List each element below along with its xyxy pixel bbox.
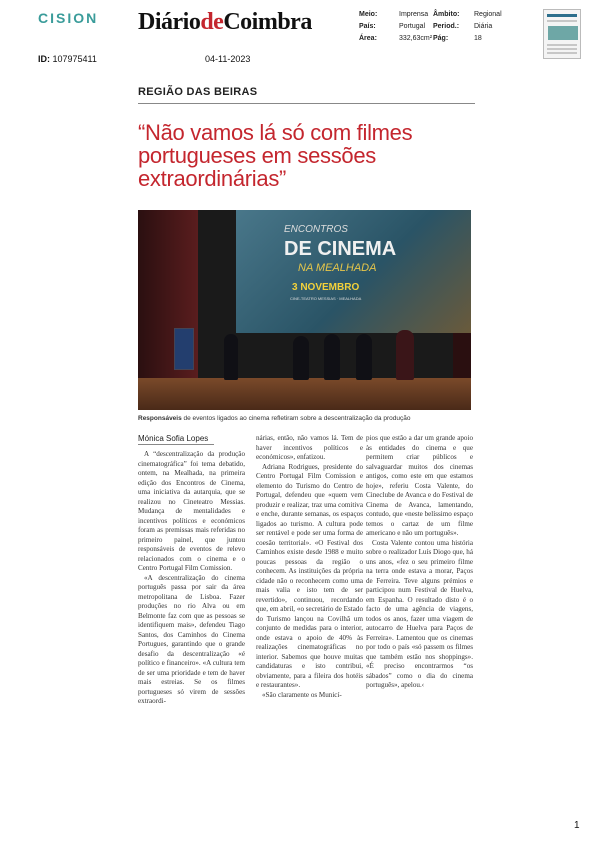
pag-label: Pág: — [433, 35, 449, 42]
photo-person — [293, 336, 309, 380]
screen-text-cinema: DE CINEMA — [284, 238, 397, 260]
masthead-diario: Diário — [138, 9, 201, 35]
article-paragraph: «A descentralização do cinema português passa por sair da área metropolitana de Lisboa. Fazer produções no rio Alva ou em Belmonte faz com que as pessoas se identifiquem mais», defendeu Tiago Santos, dos Caminhos do Cinema Portugues, garantindo que o grande desafio da descentralização «é político e financeiro». «A cultura tem de ser uma prioridade e tem de haver mais estreias. Se os filmes portugueses só virem de sessões extraordi- — [138, 573, 245, 705]
caption-bold: Responsáveis — [138, 415, 182, 422]
period-value: Diária — [474, 23, 493, 30]
clipping-meta-left — [359, 9, 432, 45]
cision-logo: CISION — [38, 10, 99, 26]
article-photo — [138, 210, 471, 410]
masthead-de: de — [200, 9, 224, 35]
author-byline: Mónica Sofia Lopes — [138, 434, 209, 443]
id-value: 107975411 — [52, 54, 97, 64]
id-label: ID: — [38, 54, 50, 64]
clipping-date: 04-11-2023 — [205, 54, 251, 64]
article-paragraph: «São claramente os Municí- — [262, 690, 342, 699]
pais-value: Portugal — [399, 23, 426, 30]
byline-divider — [138, 444, 214, 445]
meio-label: Meio: — [359, 11, 378, 18]
period-label: Period.: — [433, 23, 460, 30]
page-number: 1 — [574, 820, 580, 831]
article-paragraph: Costa Valente contou uma história sobre o realizador Luís Diogo que, há uns anos, «fez o seu primeiro filme na terra onde estava a morar, Paços de Ferreira. Teve alguns prémios e participou num Festival de Huelva, em Espanha. O resultado disto é o facto de uma agência de viagens, todos os anos, fazer uma viagem de autocarro de Huelva para Paços de Ferreira». Lamentou que os cinemas por todo o país «só passem os filmes que também estão nos shoppings». «É preciso encontrarmos “os sábados” como o dia do cinema português», apelou.‹ — [366, 538, 473, 689]
article-column-1 — [138, 434, 245, 707]
pag-value: 18 — [474, 35, 482, 42]
article-paragraph: pios que estão a dar um grande apoio às entidades do cinema e que permitem criar públicos e salvaguardar muitos dos cinemas antigos, como este em que estamos hoje», referiu Costa Valente, do Cineclube de Avanca e do Festival de Cinema de Avanca, lamentando, contudo, que «neste belíssimo espaço temos o cartaz de um filme americano e não um português». — [366, 434, 473, 537]
photo-person — [324, 334, 340, 380]
section-divider — [138, 103, 475, 104]
photo-cinema-screen — [236, 210, 471, 333]
article-paragraph: Adriana Rodrigues, presidente do Centro Portugal Film Comission e elemento do Turismo do Centro de Portugal, defendeu que «quem vem produzir e realizar, traz uma comitiva e enche, durante semanas, os espaços ligados ao turismo. A cultura pode ser rentável e pode ser uma forma de coesão territorial». «O Festival dos Caminhos existe desde 1988 e muito poucas pessoas da região o conhecem. As instituições da própria cidade não o reconhecem como uma mais valia e isto tem de ser revertido», continuou, recordando que, em abril, «o secretário de Estado do Turismo lançou na Covilhã um conjunto de medidas para o interior, onde estava o apoio de 40% às realizações cinematográficas no interior. Sabemos que houve muitas candidaturas e isto contribui, obviamente, para a fileira dos hotéis e restaurantes». — [256, 462, 363, 689]
screen-text-encontros: ENCONTROS — [284, 224, 348, 235]
clipping-meta-right — [433, 9, 502, 45]
masthead-coimbra: Coimbra — [223, 9, 312, 35]
pais-label: País: — [359, 23, 376, 30]
screen-text-date: 3 NOVEMBRO — [292, 282, 360, 293]
photo-person — [396, 330, 414, 380]
photo-person — [356, 334, 372, 380]
page-thumbnail[interactable] — [543, 9, 581, 59]
thumb-band — [547, 44, 577, 46]
ambito-label: Âmbito: — [433, 11, 460, 18]
photo-person — [224, 334, 238, 380]
photo-stage — [138, 378, 471, 410]
meio-value: Imprensa — [399, 11, 429, 18]
newspaper-masthead — [138, 9, 312, 36]
caption-text: de eventos ligados ao cinema refletiram sobre a descentralização da produção — [181, 415, 411, 422]
article-column-3 — [366, 434, 473, 691]
ambito-value: Regional — [474, 11, 502, 18]
article-paragraph: nárias, então, não vamos lá. Tem de haver incentivos políticos e económicos», enfatizou. — [256, 434, 363, 461]
thumb-band — [547, 52, 577, 54]
clipping-id — [38, 54, 97, 64]
article-paragraph: A “descentralização da produção cinematográfica” foi tema debatido, ontem, na Mealhada, na primeira edição dos Encontros de Cinema, uma iniciativa da autarquia, que se realizou no Cineteatro Messias. Mudança de mentalidades e incentivos políticos e económicos foram as premissas mais referidas no primeiro painel, que juntou responsáveis de eventos de relevo relacionados com o cinema e o Centro Portugal Film Comission. — [138, 450, 245, 572]
area-label: Área: — [359, 35, 377, 42]
thumb-photo — [548, 26, 578, 40]
article-column-2 — [256, 434, 363, 700]
photo-caption — [138, 415, 471, 422]
article-headline: “Não vamos lá só com filmes portugueses em sessões extraordinárias” — [138, 120, 413, 191]
section-title: REGIÃO DAS BEIRAS — [138, 86, 258, 98]
thumb-band — [547, 14, 577, 17]
area-value: 332,63cm² — [399, 35, 433, 42]
thumb-band — [547, 20, 577, 22]
photo-rollup-banner — [174, 328, 194, 370]
thumb-band — [547, 48, 577, 50]
screen-text-venue: CINE-TEATRO MESSIAS · MEALHADA — [290, 296, 362, 301]
screen-text-mealhada: NA MEALHADA — [298, 262, 377, 274]
